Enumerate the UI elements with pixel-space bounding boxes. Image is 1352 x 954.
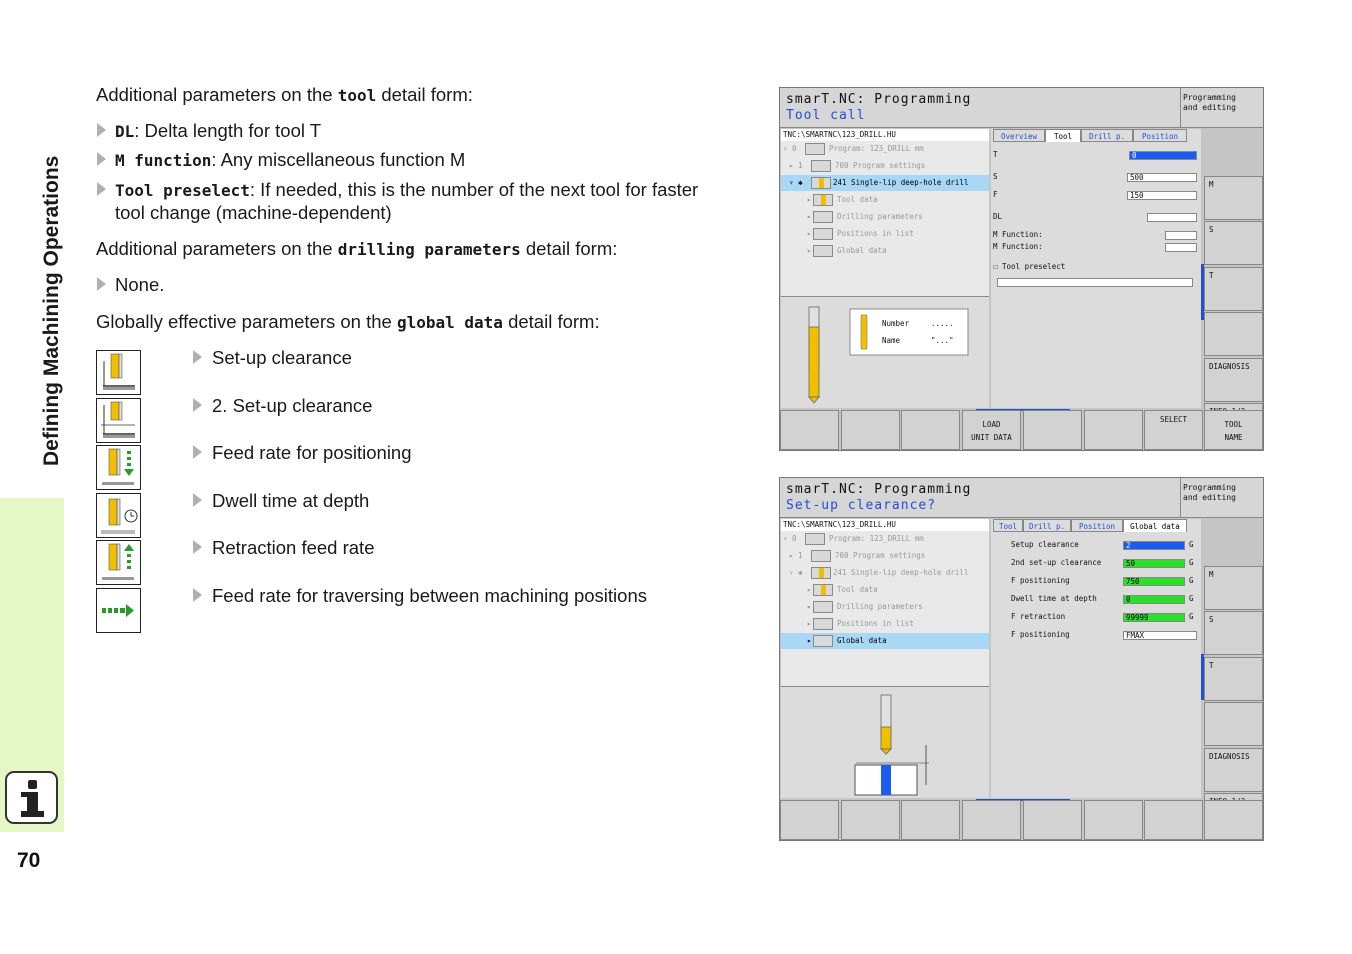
field-f-retraction: F retraction 99999 G: [1011, 612, 1194, 622]
field-preselect[interactable]: ☐ Tool preselect: [993, 262, 1066, 271]
softkey-s[interactable]: S: [1204, 221, 1263, 265]
tree-item[interactable]: ▸ Drilling parameters: [807, 602, 923, 611]
tab-tool[interactable]: Tool: [993, 519, 1023, 532]
tree-item[interactable]: ▸ Drilling parameters: [807, 212, 923, 221]
screen-title: smarT.NC: Programming: [786, 92, 972, 107]
softkey-row: [780, 410, 1243, 451]
f-traverse-input[interactable]: FMAX: [1123, 631, 1197, 640]
tool-item-dl: DL: Delta length for tool T: [115, 120, 322, 141]
softkey-tool-name[interactable]: TOOL NAME: [1204, 410, 1263, 450]
bullet-icon: [97, 123, 106, 137]
softkey-load-unit-data[interactable]: LOAD UNIT DATA: [962, 410, 1021, 450]
file-path: TNC:\SMARTNC\123_DRILL.HU: [781, 519, 989, 531]
feed-positioning-icon: [96, 445, 141, 490]
tool-item-preselect: Tool preselect: If needed, this is the number of the next tool for faster: [115, 179, 699, 200]
tree-item[interactable]: ▿ 0 Program: 123_DRILL mm: [783, 534, 924, 543]
second-setup-clearance-icon: [96, 398, 141, 443]
screenshot-tool-call: [779, 87, 1264, 451]
softkey[interactable]: [780, 410, 839, 450]
tab-position[interactable]: Position: [1071, 519, 1123, 532]
softkey[interactable]: [1084, 410, 1143, 450]
dwell-time-input[interactable]: 0: [1123, 595, 1185, 604]
dl-input[interactable]: [1147, 213, 1197, 222]
feed-input[interactable]: 150: [1127, 191, 1197, 200]
global-item-second-setup: 2. Set-up clearance: [212, 395, 373, 416]
softkey-diagnosis[interactable]: DIAGNOSIS: [1204, 358, 1263, 402]
field-t: T 0: [993, 147, 1199, 163]
field-m1: M Function:: [993, 227, 1199, 243]
bullet-icon: [97, 182, 106, 196]
global-item-setup-clearance: Set-up clearance: [212, 347, 352, 368]
screen-subtitle: Tool call: [786, 108, 866, 123]
tree-item[interactable]: ▸ 1 700 Program settings: [789, 161, 926, 170]
setup-clearance-icon: [96, 350, 141, 395]
softkey-t[interactable]: T: [1204, 267, 1263, 311]
softkey[interactable]: [1144, 800, 1203, 840]
softkey-select[interactable]: SELECT: [1144, 410, 1203, 450]
bullet-icon: [193, 588, 202, 602]
field-setup-clearance: Setup clearance 2 G: [1011, 540, 1194, 550]
softkey-t[interactable]: T: [1204, 657, 1263, 701]
softkey[interactable]: [841, 410, 900, 450]
global-item-feed-positioning: Feed rate for positioning: [212, 442, 412, 463]
mode-indicator: Programming and editing: [1180, 88, 1264, 128]
field-f-traverse: F positioning FMAX: [993, 627, 1199, 643]
tree-item[interactable]: ▸ Global data: [807, 246, 887, 255]
clearance-preview: [781, 686, 989, 798]
softkey-s[interactable]: S: [1204, 611, 1263, 655]
tab-tool[interactable]: Tool: [1045, 129, 1081, 142]
m-function-input[interactable]: [1165, 243, 1197, 252]
field-f-positioning: F positioning 750 G: [1011, 576, 1194, 586]
traverse-feed-icon: [96, 588, 141, 633]
f-positioning-input[interactable]: 750: [1123, 577, 1185, 586]
screen-title: smarT.NC: Programming: [786, 482, 972, 497]
screenshot-setup-clearance: [779, 477, 1264, 841]
retraction-feed-icon: [96, 540, 141, 585]
softkey-row: [780, 800, 1205, 841]
softkey-m[interactable]: M: [1204, 566, 1263, 610]
tree-item-selected[interactable]: ▸ Global data: [781, 633, 989, 649]
tree-item[interactable]: ▸ 1 700 Program settings: [789, 551, 926, 560]
bullet-icon: [193, 398, 202, 412]
tree-item[interactable]: ▸ Positions in list: [807, 229, 914, 238]
field-second-setup: 2nd set-up clearance 50 G: [1011, 558, 1194, 568]
tree-item[interactable]: ▸ Positions in list: [807, 619, 914, 628]
global-item-traverse: Feed rate for traversing between machining positions: [212, 585, 647, 606]
softkey[interactable]: [780, 800, 839, 840]
mode-indicator: Programming and editing: [1180, 478, 1264, 518]
intro-drill: Additional parameters on the drilling parameters detail form:: [96, 238, 618, 259]
softkey-empty[interactable]: [1204, 702, 1263, 746]
bullet-icon: [97, 152, 106, 166]
global-item-dwell-time: Dwell time at depth: [212, 490, 370, 511]
tool-item-preselect-cont: tool change (machine-dependent): [115, 202, 392, 223]
dwell-time-icon: [96, 493, 141, 538]
field-m2: M Function:: [993, 239, 1199, 255]
bullet-icon: [193, 493, 202, 507]
softkey[interactable]: [841, 800, 900, 840]
second-setup-input[interactable]: 50: [1123, 559, 1185, 568]
spindle-speed-input[interactable]: 500: [1127, 173, 1197, 182]
screen-subtitle: Set-up clearance?: [786, 498, 937, 513]
chapter-title: Defining Machining Operations: [40, 155, 63, 466]
drill-item-none: None.: [115, 274, 165, 295]
vertical-softkeys: [1204, 129, 1264, 451]
preselect-input[interactable]: [997, 278, 1193, 287]
softkey[interactable]: [1084, 800, 1143, 840]
tree-item[interactable]: ▿ ✱ 241 Single-lip deep-hole drill: [789, 568, 969, 577]
softkey[interactable]: [1204, 800, 1263, 840]
program-tree: [781, 141, 989, 296]
field-dl: DL: [993, 209, 1199, 225]
field-f: F 150: [993, 187, 1199, 203]
tree-item-selected[interactable]: ▿ ✱ 241 Single-lip deep-hole drill: [781, 175, 989, 191]
field-dwell-time: Dwell time at depth 0 G: [1011, 594, 1194, 604]
bullet-icon: [193, 350, 202, 364]
softkey[interactable]: [901, 800, 960, 840]
softkey-diagnosis[interactable]: DIAGNOSIS: [1204, 748, 1263, 792]
tool-number-input[interactable]: 0: [1129, 151, 1197, 160]
program-tree: [781, 531, 989, 686]
tree-item[interactable]: ▸ Tool data: [807, 585, 878, 594]
f-retraction-input[interactable]: 99999: [1123, 613, 1185, 622]
tab-drill-p[interactable]: Drill p.: [1023, 519, 1071, 532]
tab-global-data[interactable]: Global data: [1123, 519, 1187, 532]
global-item-retraction: Retraction feed rate: [212, 537, 375, 558]
info-icon: [5, 771, 58, 824]
bullet-icon: [97, 277, 106, 291]
vertical-softkeys: [1204, 519, 1264, 841]
tab-drill-p[interactable]: Drill p.: [1081, 129, 1133, 142]
file-path: TNC:\SMARTNC\123_DRILL.HU: [781, 129, 989, 141]
setup-clearance-input[interactable]: 2: [1123, 541, 1185, 550]
tab-position[interactable]: Position: [1133, 129, 1187, 142]
softkey-m[interactable]: M: [1204, 176, 1263, 220]
bullet-icon: [193, 445, 202, 459]
softkey-empty[interactable]: [1204, 312, 1263, 356]
tool-item-m-function: M function: Any miscellaneous function M: [115, 149, 466, 170]
intro-tool: Additional parameters on the tool detail form:: [96, 84, 473, 105]
tab-overview[interactable]: Overview: [993, 129, 1045, 142]
page-number: 70: [17, 849, 41, 872]
softkey[interactable]: [1023, 410, 1082, 450]
intro-global: Globally effective parameters on the global data detail form:: [96, 311, 600, 332]
tool-preview: Number ..... Name "...": [781, 296, 989, 408]
detail-form: [991, 129, 1201, 408]
softkey[interactable]: [962, 800, 1021, 840]
softkey[interactable]: [901, 410, 960, 450]
tree-item[interactable]: ▿ 0 Program: 123_DRILL mm: [783, 144, 924, 153]
field-s: S 500: [993, 169, 1199, 185]
tree-item[interactable]: ▸ Tool data: [807, 195, 878, 204]
softkey[interactable]: [1023, 800, 1082, 840]
detail-form: [991, 519, 1201, 798]
bullet-icon: [193, 540, 202, 554]
